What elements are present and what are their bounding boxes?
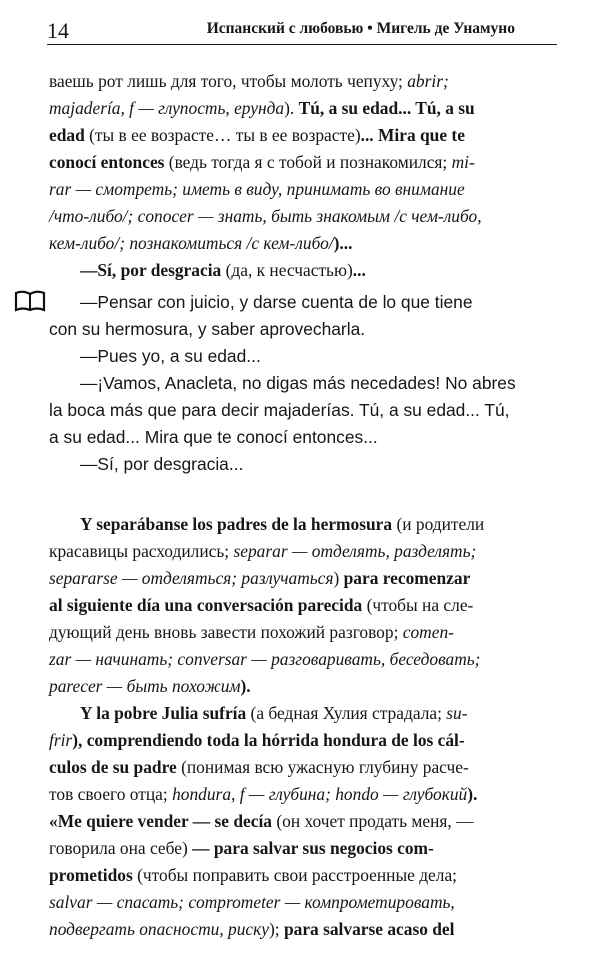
passage-line: —¡Vamos, Anacleta, no digas más necedades! No abres xyxy=(80,373,516,393)
page-number: 14 xyxy=(47,18,69,43)
text-line: conocí entonces (ведь тогда я с тобой и познакомился; mi- xyxy=(49,152,475,172)
text-line: rar — смотреть; иметь в виду, принимать во внимание xyxy=(49,179,465,199)
text-line: Y la pobre Julia sufría (а бедная Хулия страдала; su- xyxy=(80,703,468,723)
text-line: говорила она себе) — para salvar sus negocios com- xyxy=(49,838,434,858)
text-line: separarse — отделяться; разлучаться) para recomenzar xyxy=(49,568,471,588)
text-line: ваешь рот лишь для того, чтобы молоть чепуху; abrir; xyxy=(49,71,449,91)
text-line: culos de su padre (понимая всю ужасную глубину расче- xyxy=(49,757,469,777)
passage-line: a su edad... Mira que te conocí entonces... xyxy=(49,427,378,447)
passage-line: la boca más que para decir majaderías. Tú, a su edad... Tú, xyxy=(49,400,510,420)
passage-line: —Sí, por desgracia... xyxy=(80,454,244,474)
text-line: Y separábanse los padres de la hermosura (и родители xyxy=(80,514,485,534)
text-line: /что-либо/; conocer — знать, быть знакомым /с чем-либо, xyxy=(49,206,482,226)
text-line: дующий день вновь завести похожий разговор; comen- xyxy=(49,622,454,642)
open-book-icon xyxy=(14,290,46,312)
text-line: majadería, f — глупость, ерунда). Tú, a su edad... Tú, a su xyxy=(49,98,475,118)
text-line: zar — начинать; conversar — разговаривать, беседовать; xyxy=(49,649,481,669)
text-line: тов своего отца; hondura, f — глубина; hondo — глубокий). xyxy=(49,784,478,804)
passage-line: —Pues yo, a su edad... xyxy=(80,346,261,366)
running-title: Испанский с любовью • Мигель де Унамуно xyxy=(206,20,515,37)
text-line: frir), comprendiendo toda la hórrida hondura de los cál- xyxy=(49,730,465,750)
text-line: salvar — спасать; comprometer — компрометировать, xyxy=(49,892,455,912)
text-line: prometidos (чтобы поправить свои расстроенные дела; xyxy=(49,865,458,885)
text-line: подвергать опасности, риску); para salvarse acaso del xyxy=(49,919,455,939)
page-header xyxy=(47,10,557,45)
text-line: edad (ты в ее возрасте… ты в ее возрасте)... Mira que te xyxy=(49,125,465,145)
passage-line: con su hermosura, y saber aprovecharla. xyxy=(49,319,366,339)
passage-line: —Pensar con juicio, y darse cuenta de lo que tiene xyxy=(80,292,473,312)
text-line: al siguiente día una conversación parecida (чтобы на сле- xyxy=(49,595,474,615)
text-line: —Sí, por desgracia (да, к несчастью)... xyxy=(80,260,366,280)
text-line: красавицы расходились; separar — отделять, разделять; xyxy=(49,541,477,561)
text-line: «Me quiere vender — se decía (он хочет продать меня, — xyxy=(49,811,474,831)
text-line: parecer — быть похожим). xyxy=(49,676,251,696)
text-line: кем-либо/; познакомиться /с кем-либо/)... xyxy=(49,233,353,253)
